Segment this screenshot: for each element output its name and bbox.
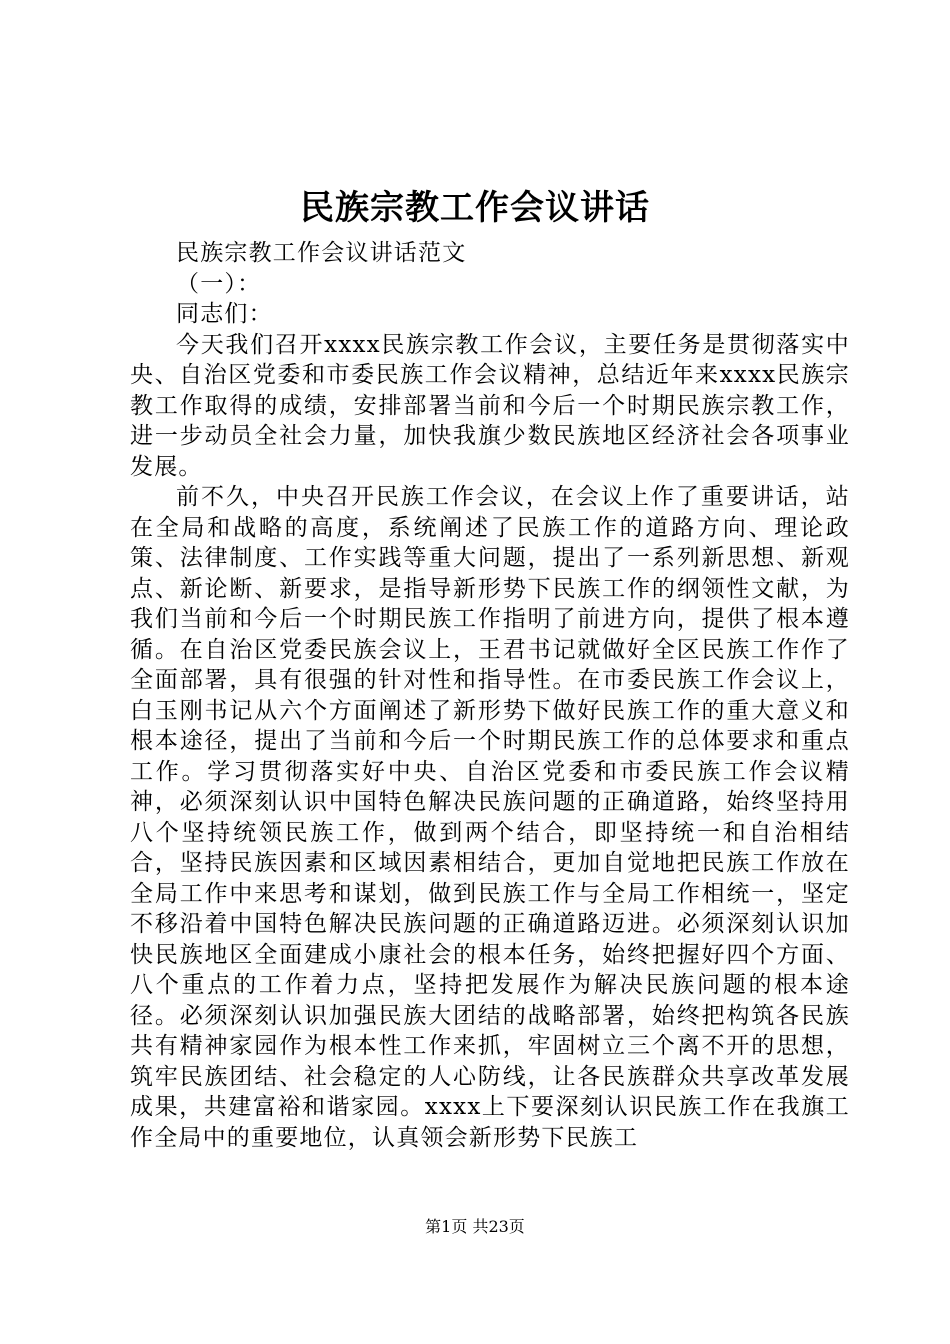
page-footer: 第1页 共23页 <box>425 1217 525 1236</box>
document-body <box>130 238 850 1153</box>
subtitle-paragraph: 民族宗教工作会议讲话范文 <box>176 240 467 266</box>
document-title: 民族宗教工作会议讲话 <box>300 188 650 228</box>
body-paragraph: 今天我们召开xxxx民族宗教工作会议，主要任务是贯彻落实中央、自治区党委和市委民族工作会议精神，总结近年来xxxx民族宗教工作取得的成绩，安排部署当前和今后一个时期民族宗教工作，进一步动员全社会力量，加快我旗少数民族地区经济社会各项事业发展。 <box>130 331 850 480</box>
section-number-paragraph: （一）： <box>176 270 262 297</box>
salutation-paragraph: 同志们： <box>176 301 273 327</box>
body-paragraph: 前不久，中央召开民族工作会议，在会议上作了重要讲话，站在全局和战略的高度，系统阐述了民族工作的道路方向、理论政策、法律制度、工作实践等重大问题，提出了一系列新思想、新观点、新论断、新要求，是指导新形势下民族工作的纲领性文献，为我们当前和今后一个时期民族工作指明了前进方向，提供了根本遵循。在自治区党委民族会议上，王君书记就做好全区民族工作作了全面部署，具有很强的针对性和指导性。在市委民族工作会议上，白玉刚书记从六个方面阐述了新形势下做好民族工作的重大意义和根本途径，提出了当前和今后一个时期民族工作的总体要求和重点工作。学习贯彻落实好中央、自治区党委和市委民族工作会议精神，必须深刻认识中国特色解决民族问题的正确道路，始终坚持用八个坚持统领民族工作，做到两个结合，即坚持统一和自治相结合，坚持民族因素和区域因素相结合，更加自觉地把民族工作放在全局工作中来思考和谋划，做到民族工作与全局工作相统一，坚定不移沿着中国特色解决民族问题的正确道路迈进。必须深刻认识加快民族地区全面建成小康社会的根本任务，始终把握好四个方面、八个重点的工作着力点，坚持把发展作为解决民族问题的根本途径。必须深刻认识加强民族大团结的战略部署，始终把构筑各民族共有精神家园作为根本性工作来抓，牢固树立三个离不开的思想，筑牢民族团结、社会稳定的人心防线，让各民族群众共享改革发展成果，共建富裕和谐家园。xxxx上下要深刻认识民族工作在我旗工作全局中的重要地位，认真领会新形势下民族工 <box>130 484 850 1151</box>
